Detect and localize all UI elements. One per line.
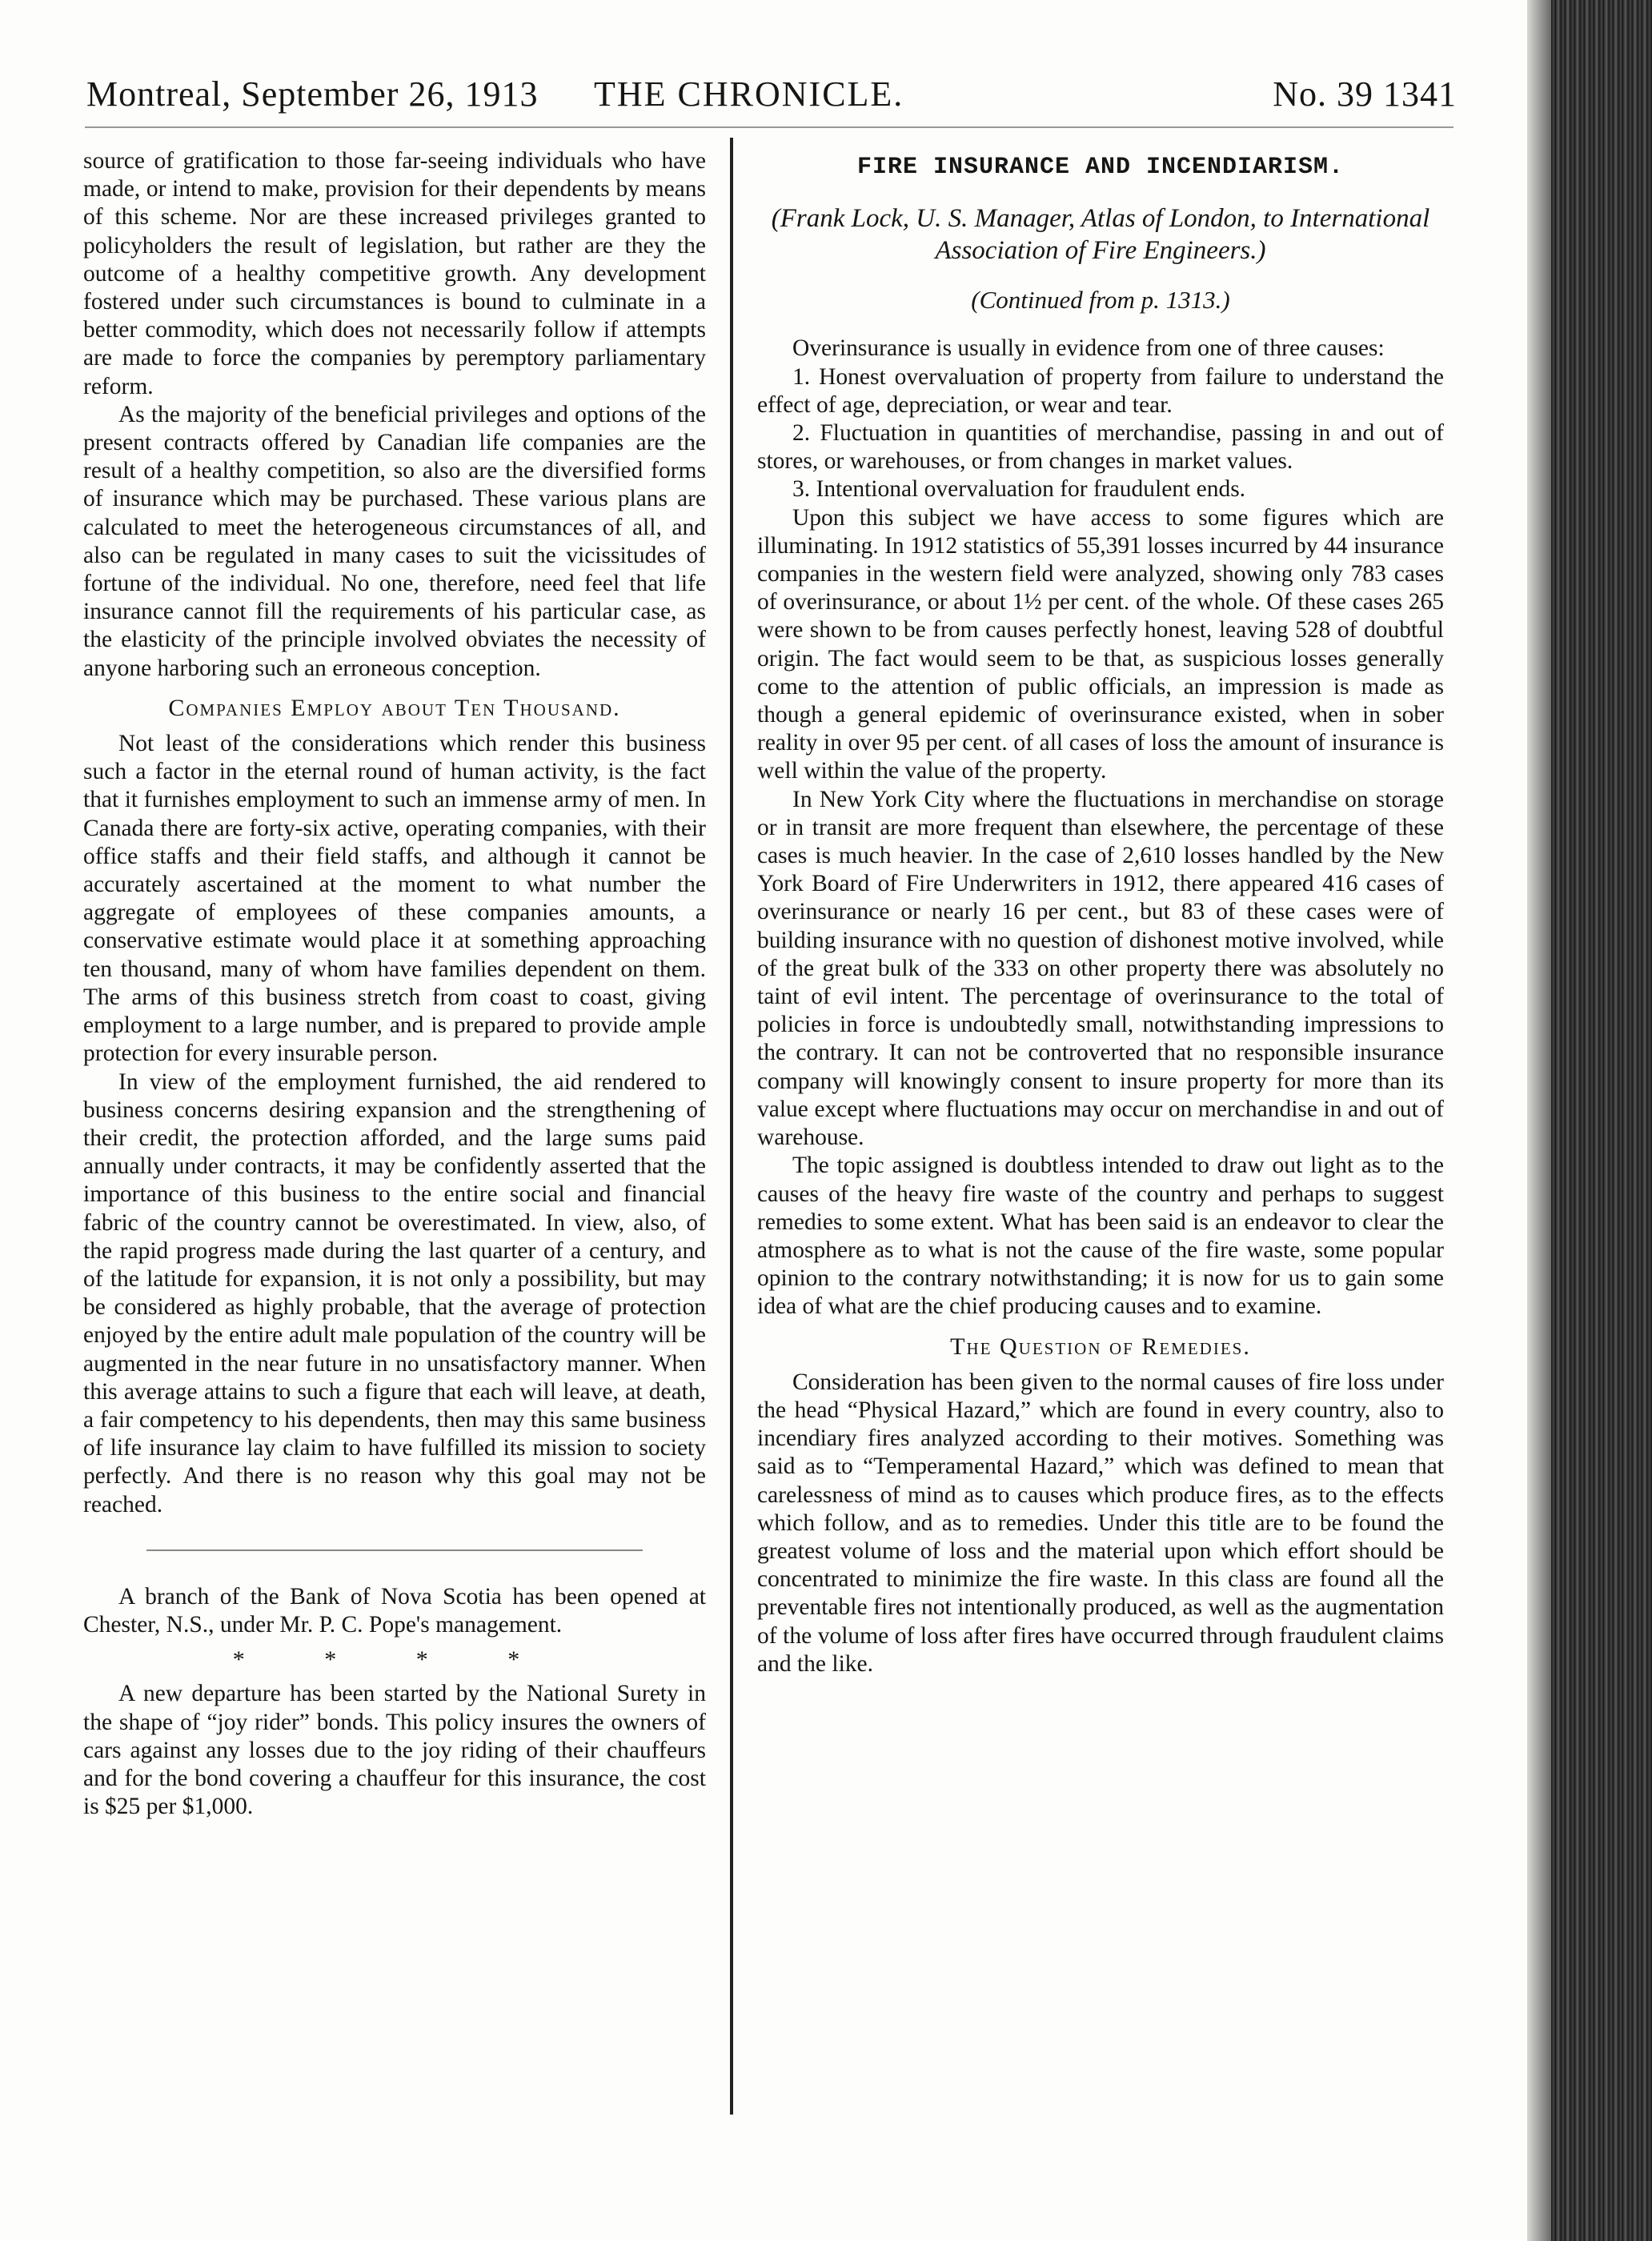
list-item: 3. Intentional overvaluation for fraudulent ends. — [792, 476, 1246, 503]
asterism: * * * * — [232, 1646, 557, 1674]
section-subhead: Companies Employ about Ten Thousand. — [168, 694, 621, 721]
left-paragraph: Not least of the considerations which render this business such a factor in the eternal round of human activity, is the fact that it furnishes employment to such an immense army of men. In Canada there are forty-six active, operating companies, with their office staffs and their field staffs, and although it cannot be accurately ascertained at the moment to what number the aggregate of employees of these companies amounts, a conservative estimate would place it at something approaching ten thousand, many of whom have families dependent on them. The arms of this business stretch from coast to coast, giving employment to a large number, and is prepared to provide ample protection for every insurable person. — [83, 731, 706, 1067]
article-title: FIRE INSURANCE AND INCENDIARISM. — [856, 154, 1345, 181]
news-note: A branch of the Bank of Nova Scotia has been opened at Chester, N.S., under Mr. P. C. Pope's management. — [83, 1583, 706, 1638]
left-paragraph: In view of the employment furnished, the aid rendered to business concerns desiring expansion and the strengthening of their credit, the protection afforded, and the large sums paid annually under contracts, it may be confidently asserted that the importance of this business to the entire social and financial fabric of the country cannot be overestimated. In view, also, of the rapid progress made during the last quarter of a century, and of the latitude for expansion, it is not only a possibility, but may be considered as highly probable, that the average of protection enjoyed by the entire adult male population of the country will be augmented in the near future in no unsatisfactory manner. When this average attains to such a figure that each will leave, at death, a fair competency to his dependents, then may this same business of life insurance lay claim to have fulfilled its mission to society perfectly. And there is no reason why this goal may not be reached. — [83, 1068, 706, 1517]
list-item: 1. Honest overvaluation of property from failure to understand the effect of age, depreciation, or wear and tear. — [757, 363, 1444, 418]
left-column — [83, 147, 706, 2156]
right-paragraph: The topic assigned is doubtless intended to draw out light as to the causes of the heavy fire waste of the country and perhaps to suggest remedies to some extent. What has been said is an endeavor to clear the atmosphere as to what is not the cause of the fire waste, some popular opinion to the contrary notwithstanding; it is now for us to gain some idea of what are the chief producing causes and to examine. — [757, 1153, 1444, 1320]
continued-note: (Continued from p. 1313.) — [971, 286, 1230, 315]
left-paragraph: source of gratification to those far-seeing individuals who have made, or intend to make, provision for their dependents by means of this scheme. Nor are these increased privileges granted to policyholders the result of legislation, but rather are they the outcome of a healthy competitive growth. Any development fostered under such circumstances is bound to culminate in a better commodity, which does not necessarily follow if attempts are made to force the companies by peremptory parliamentary reform. — [83, 148, 706, 399]
book-page-edges — [1527, 0, 1652, 2241]
right-column — [757, 147, 1444, 2148]
section-subhead: The Question of Remedies. — [950, 1333, 1251, 1360]
article-byline: (Frank Lock, U. S. Manager, Atlas of London, to International Association of Fire Engineers.) — [771, 204, 1430, 266]
section-separator — [146, 1549, 643, 1551]
right-paragraph: Upon this subject we have access to some figures which are illuminating. In 1912 statistics of 55,391 losses incurred by 44 insurance companies in the western field were analyzed, showing only 783 cases of overinsurance, or about 1½ per cent. of the whole. Of these cases 265 were shown to be from causes perfectly honest, leaving 528 of doubtful origin. The fact would seem to be that, as suspicious losses generally come to the attention of public officials, an impression is made as though a general epidemic of overinsurance existed, when in sober reality in over 95 per cent. of all cases of loss the amount of insurance is well within the value of the property. — [757, 504, 1444, 784]
header-issue-page: No. 39 1341 — [1273, 74, 1457, 114]
list-item: 2. Fluctuation in quantities of merchandise, passing in and out of stores, or warehouses, or from changes in market values. — [757, 420, 1444, 475]
header-rule — [85, 126, 1454, 128]
news-note: A new departure has been started by the National Surety in the shape of “joy rider” bonds. This policy insures the owners of cars against any losses due to the joy riding of their chauffeurs and for the bond covering a chauffeur for this insurance, the cost is $25 per $1,000. — [83, 1681, 706, 1820]
left-paragraph: As the majority of the beneficial privileges and options of the present contracts offered by Canadian life companies are the result of a healthy competition, so also are the diversified forms of insurance which may be purchased. These various plans are calculated to meet the heterogeneous circumstances of all, and also can be regulated in many cases to suit the vicissitudes of fortune of the individual. No one, therefore, need feel that life insurance cannot fill the requirements of his particular case, as the elasticity of the principle involved obviates the necessity of anyone harboring such an erroneous conception. — [83, 401, 706, 681]
header-dateline: Montreal, September 26, 1913 — [86, 74, 539, 114]
right-paragraph: Overinsurance is usually in evidence from one of three causes: — [792, 335, 1385, 362]
column-divider — [730, 138, 733, 2115]
right-paragraph: Consideration has been given to the normal causes of fire loss under the head “Physical Hazard,” which are found in every country, also to incendiary fires analyzed according to their motives. Something was said as to “Temperamental Hazard,” which was defined to mean that carelessness of mind as to causes which produce fires, as to the effects which follow, and as to remedies. Under this title are to be found the greatest volume of loss and the material upon which effort should be concentrated to minimize the fire waste. In this class are found all the preventable fires not intentionally produced, as well as the augmentation of the volume of loss after fires have occurred through fraudulent claims and the like. — [757, 1369, 1444, 1677]
header-masthead: THE CHRONICLE. — [594, 74, 904, 114]
page-gutter-shadow — [1527, 0, 1551, 2241]
right-paragraph: In New York City where the fluctuations in merchandise on storage or in transit are more frequent than elsewhere, the percentage of these cases is much heavier. In the case of 2,610 losses handled by the New York Board of Fire Underwriters in 1912, there appeared 416 cases of overinsurance or nearly 16 per cent., but 83 of these cases were of building insurance with no question of dishonest motive involved, while of the great bulk of the 333 on other property there was absolutely no taint of evil intent. The percentage of overinsurance to the total of policies in force is undoubtedly small, notwithstanding impressions to the contrary. It can not be controverted that no responsible insurance company will knowingly consent to insure property for more than its value except where fluctuations may occur on merchandise in and out of warehouse. — [757, 786, 1444, 1151]
